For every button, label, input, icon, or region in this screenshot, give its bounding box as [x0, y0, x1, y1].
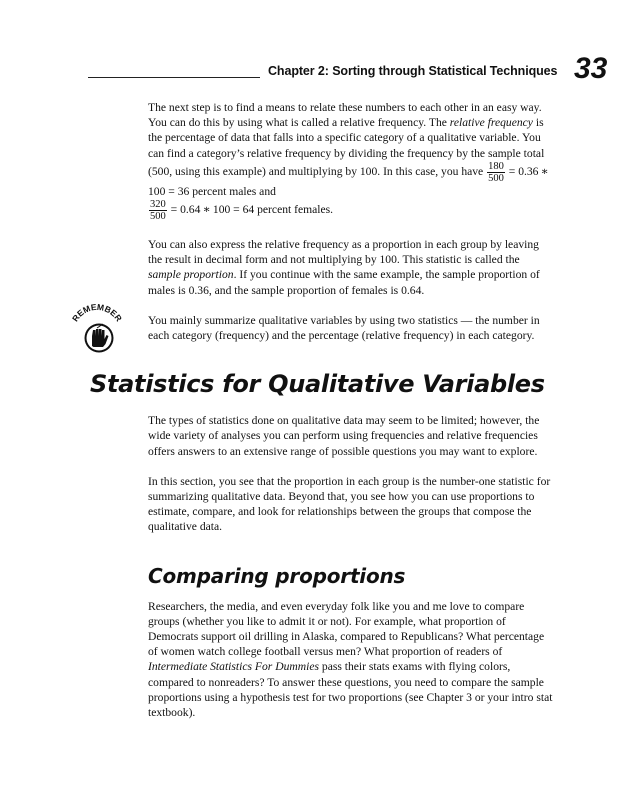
remember-callout — [69, 301, 555, 343]
chapter-title: Chapter 2: Sorting through Statistical Techniques — [268, 64, 558, 78]
term-relative-frequency: relative frequency — [449, 116, 533, 130]
paragraph-types-of-statistics: The types of statistics done on qualitative data may seem to be limited; however, the wide variety of analyses you can perform using frequencies and relative frequencies offers answers to an extensive range of possible questions you may want to explore. — [148, 414, 540, 458]
header-rule — [88, 77, 260, 78]
page-body — [69, 100, 555, 735]
fraction-females: $\frac{320}{500}$ — [150, 199, 166, 223]
fraction-males: $\frac{180}{500}$ — [488, 160, 504, 184]
paragraph-sample-proportion: You can also express the relative frequency as a proportion in each group by leaving the result in decimal form and not multiplying by 100. This statistic is called the sample proportion. If you continue with the same example, the sample proportion of males is 0.36, and the sample proportion of females is 0.64. — [148, 238, 540, 297]
svg-text:REMEMBER: REMEMBER — [69, 301, 125, 324]
paragraph-comparing-proportions: Researchers, the media, and even everyday folk like you and me love to compare groups (whether you like to admit it or not). For example, what proportion of Democrats support oil drilling in Alaska, compared to Republicans? What percentage of women watch college football versus men? What proportion of readers of Intermediate Statistics For Dummies pass their stats exams with flying colors, compared to nonreaders? To answer these questions, you need to compare the sample proportions using a hypothesis test for two proportions (see Chapter 3 or your intro stat textbook). — [148, 599, 553, 720]
page-number: 33 — [574, 52, 608, 85]
subsection-heading: Comparing proportions — [148, 563, 406, 588]
section-heading: Statistics for Qualitative Variables — [90, 370, 545, 399]
paragraph-proportion-in-each-group: In this section, you see that the proportion in each group is the number-one statistic for summarizing qualitative data. Beyond that, you see how you can use proportions to estimate, compare, and look for relationships between the groups that compose the qualitative data. — [148, 474, 551, 534]
term-sample-proportion: sample proportion — [148, 268, 234, 282]
remember-icon — [66, 299, 128, 361]
remember-text: You mainly summarize qualitative variables by using two statistics — the number in each category (frequency) and the percentage (relative frequency) in each category. — [148, 313, 540, 343]
paragraph-relative-frequency: The next step is to find a means to relate these numbers to each other in an easy way. You can do this by using what is called a relative frequency. The relative frequency is the percentage of data that falls into a specific category of a qualitative variable. You can find a category’s relative frequency by dividing the frequency by the sample total (500, using this example) and multiplying by 100. In this case, you have $\frac{180}{500}$ = 0.36 ∗ 100 = 36 percent males and $\frac{320}{500}$ = 0.64 ∗ 100 = 64 percent females. — [148, 101, 552, 223]
book-title: Intermediate Statistics For Dummies — [148, 660, 319, 674]
